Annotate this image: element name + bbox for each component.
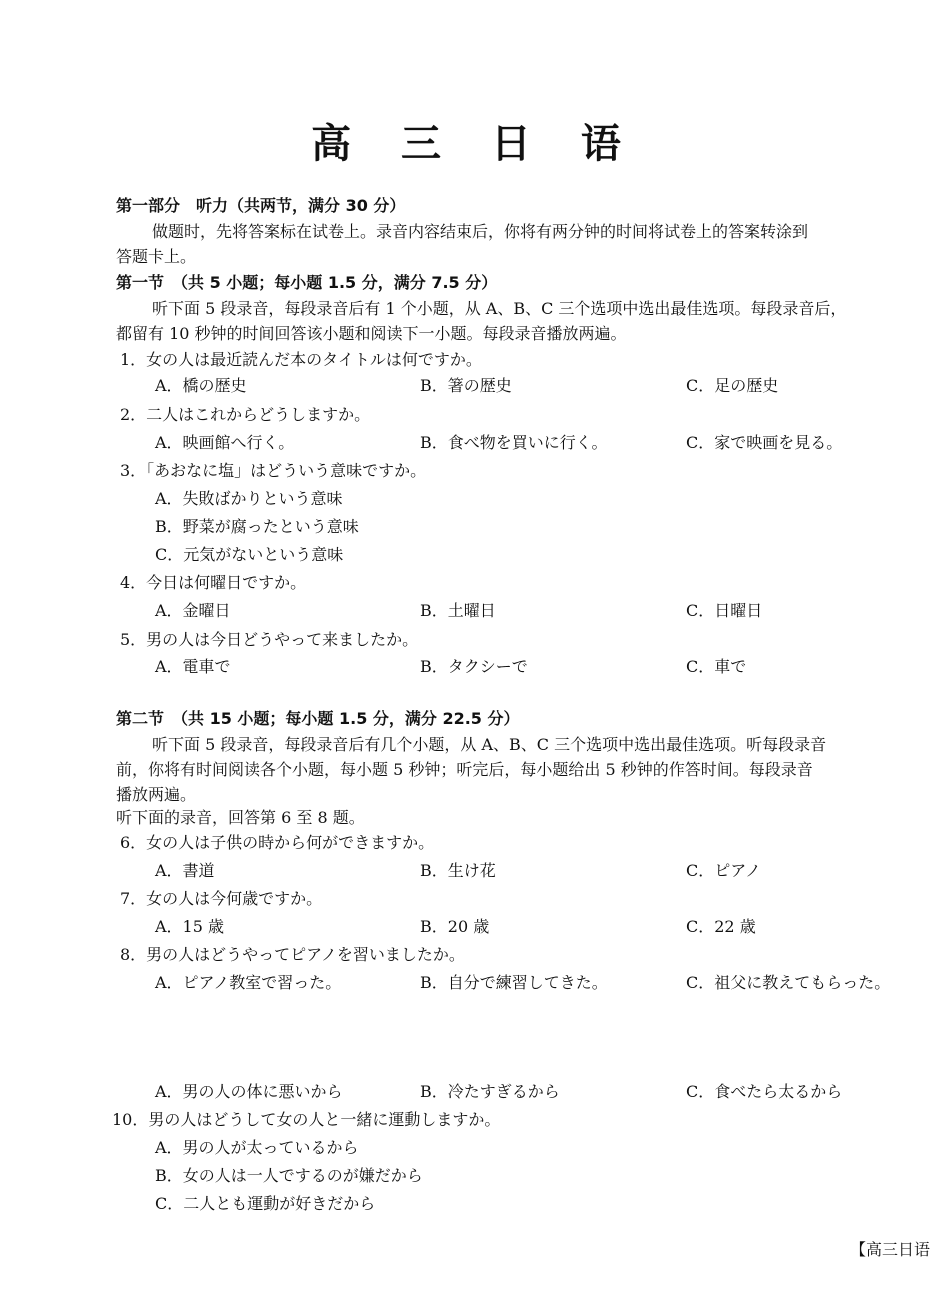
section2-instruction-line2: 前，你将有时间阅读各个小题，每小题 5 秒钟；听完后，每小题给出 5 秒钟的作答时间。每段录音	[116, 760, 813, 779]
page-title: 高 三 日 语	[311, 121, 639, 167]
question-7-stem: 7．女の人は今何歳ですか。	[120, 889, 323, 908]
section1-heading: 第一节 （共 5 小题；每小题 1.5 分，满分 7.5 分）	[116, 273, 498, 292]
question-2-stem: 2．二人はこれからどうしますか。	[120, 405, 371, 424]
question-1-option-a: A．橋の歴史	[155, 376, 247, 395]
question-8-option-b: B．自分で練習してきた。	[420, 973, 608, 992]
question-7-option-b: B．20 歳	[420, 917, 490, 936]
section2-sub-instruction: 听下面的录音，回答第 6 至 8 题。	[116, 808, 365, 827]
question-6-option-b: B．生け花	[420, 861, 496, 880]
question-1-option-c: C．足の歴史	[686, 376, 779, 395]
question-4-option-a: A．金曜日	[155, 601, 231, 620]
section2-instruction-line1: 听下面 5 段录音，每段录音后有几个小题，从 A、B、C 三个选项中选出最佳选项。听每段录音	[152, 735, 827, 754]
part1-heading: 第一部分 听力（共两节，满分 30 分）	[116, 196, 406, 215]
question-9-option-c: C．食べたら太るから	[686, 1082, 843, 1101]
question-1-stem: 1．女の人は最近読んだ本のタイトルは何ですか。	[120, 350, 482, 369]
question-2-option-b: B．食べ物を買いに行く。	[420, 433, 608, 452]
question-5-option-a: A．電車で	[155, 657, 231, 676]
question-6-option-a: A．書道	[155, 861, 215, 880]
question-2-option-a: A．映画館へ行く。	[155, 433, 295, 452]
question-7-option-a: A．15 歳	[155, 917, 225, 936]
question-9-option-a: A．男の人の体に悪いから	[155, 1082, 343, 1101]
section1-instruction-line2: 都留有 10 秒钟的时间回答该小题和阅读下一小题。每段录音播放两遍。	[116, 324, 627, 343]
question-8-option-c: C．祖父に教えてもらった。	[686, 973, 891, 992]
question-8-stem: 8．男の人はどうやってピアノを習いましたか。	[120, 945, 465, 964]
question-5-option-b: B．タクシーで	[420, 657, 528, 676]
question-3-option-c: C．元気がないという意味	[155, 545, 344, 564]
section2-instruction-line3: 播放两遍。	[116, 785, 197, 804]
section1-instruction-line1: 听下面 5 段录音，每段录音后有 1 个小题，从 A、B、C 三个选项中选出最佳选项。每段录音后，	[152, 299, 847, 318]
question-3-option-a: A．失敗ばかりという意味	[155, 489, 343, 508]
question-9-option-b: B．冷たすぎるから	[420, 1082, 560, 1101]
question-4-option-b: B．土曜日	[420, 601, 496, 620]
question-10-stem: 10．男の人はどうして女の人と一緒に運動しますか。	[112, 1110, 501, 1129]
question-5-stem: 5．男の人は今日どうやって来ましたか。	[120, 630, 419, 649]
question-10-option-b: B．女の人は一人でするのが嫌だから	[155, 1166, 423, 1185]
question-4-option-c: C．日曜日	[686, 601, 763, 620]
question-7-option-c: C．22 歳	[686, 917, 756, 936]
question-3-stem: 3．「あおなに塩」はどういう意味ですか。	[120, 461, 427, 480]
question-4-stem: 4．今日は何曜日ですか。	[120, 573, 307, 592]
question-10-option-a: A．男の人が太っているから	[155, 1138, 359, 1157]
question-1-option-b: B．箸の歴史	[420, 376, 512, 395]
section2-heading: 第二节 （共 15 小题；每小题 1.5 分，满分 22.5 分）	[116, 709, 520, 728]
question-6-stem: 6．女の人は子供の時から何ができますか。	[120, 833, 435, 852]
question-2-option-c: C．家で映画を見る。	[686, 433, 843, 452]
footer-label: 【高三日语	[850, 1240, 931, 1259]
question-8-option-a: A．ピアノ教室で習った。	[155, 973, 342, 992]
question-10-option-c: C．二人とも運動が好きだから	[155, 1194, 376, 1213]
question-5-option-c: C．車で	[686, 657, 747, 676]
question-3-option-b: B．野菜が腐ったという意味	[155, 517, 359, 536]
part1-instruction-line2: 答题卡上。	[116, 247, 197, 266]
part1-instruction-line1: 做题时，先将答案标在试卷上。录音内容结束后，你将有两分钟的时间将试卷上的答案转涂到	[152, 222, 809, 241]
question-6-option-c: C．ピアノ	[686, 861, 761, 880]
